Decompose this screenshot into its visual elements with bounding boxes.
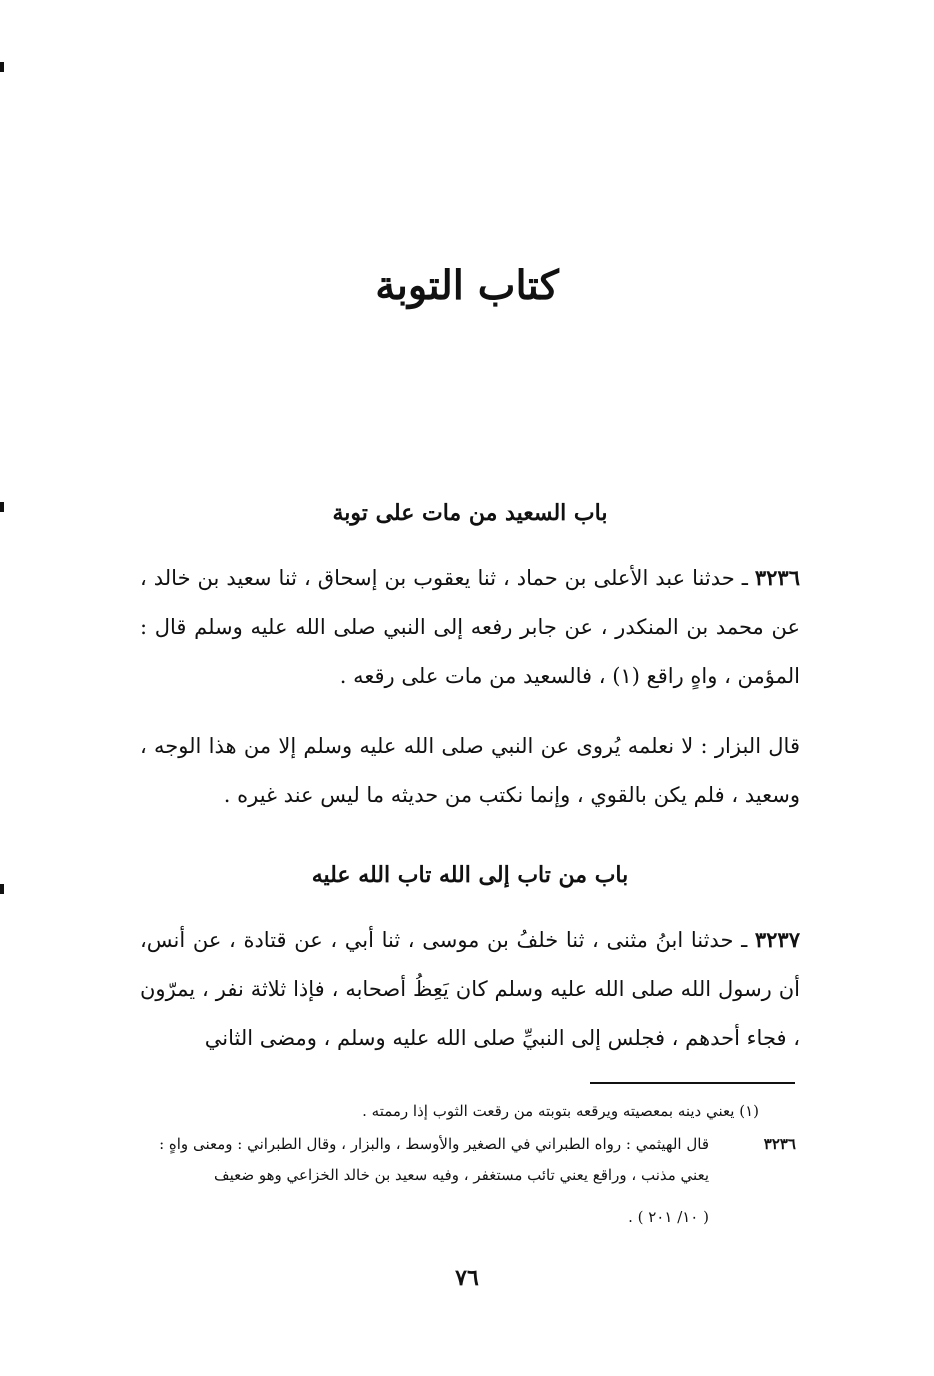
- book-title: كتاب التوبة: [375, 262, 559, 309]
- hadith-text: ـ حدثنا ابنُ مثنى ، ثنا خلفُ بن موسى ، ثنا أبي ، عن قتادة ، عن أنس، أن رسول الله صلى الله عليه وسلم كان يَعِظُ أصحابه ، فإذا ثلاثة نفر ، يمرّون ، فجاء أحدهم ، فجلس إلى النبيِّ صلى الله عليه وسلم ، ومضى الثاني: [140, 928, 800, 1050]
- footnote-ref-line: ( ١٠/ ٢٠١ ) .: [628, 1208, 709, 1226]
- footnote-ref-line: قال الهيثمي : رواه الطبراني في الصغير والأوسط ، والبزار ، وقال الطبراني : ومعنى واهٍ :: [159, 1135, 709, 1153]
- hadith-text: ـ حدثنا عبد الأعلى بن حماد ، ثنا يعقوب بن إسحاق ، ثنا سعيد بن خالد ، عن محمد بن المنكدر ، عن جابر رفعه إلى النبي صلى الله عليه وسلم قال : المؤمن ، واهٍ راقع (١) ، فالسعيد من مات على رقعه .: [140, 566, 800, 688]
- scan-edge-mark: [0, 62, 4, 72]
- hadith-paragraph: [140, 553, 800, 701]
- hadith-number: ٣٢٣٦: [754, 565, 800, 590]
- footnote-ref-number: ٣٢٣٦: [763, 1135, 796, 1153]
- footnote-1: (١) يعني دينه بمعصيته ويرقعه بتوبته من رقعت الثوب إذا رممته .: [362, 1102, 759, 1120]
- commentary-paragraph: [140, 722, 800, 820]
- page-number: ٧٦: [455, 1265, 479, 1291]
- section-heading: باب السعيد من مات على توبة: [332, 500, 608, 526]
- scan-edge-mark: [0, 884, 4, 894]
- commentary-text: قال البزار : لا نعلمه يُروى عن النبي صلى الله عليه وسلم إلا من هذا الوجه ، وسعيد ، فلم يكن بالقوي ، وإنما نكتب من حديثه ما ليس عند غيره .: [140, 734, 800, 807]
- scan-edge-mark: [0, 502, 4, 512]
- footnote-ref-line: يعني مذنب ، وراقع يعني تائب مستغفر ، وفيه سعيد بن خالد الخزاعي وهو ضعيف: [214, 1166, 709, 1184]
- hadith-number: ٣٢٣٧: [754, 927, 800, 952]
- section-heading: باب من تاب إلى الله تاب الله عليه: [311, 862, 629, 888]
- footnote-separator: [590, 1082, 795, 1084]
- hadith-paragraph: [140, 915, 800, 1063]
